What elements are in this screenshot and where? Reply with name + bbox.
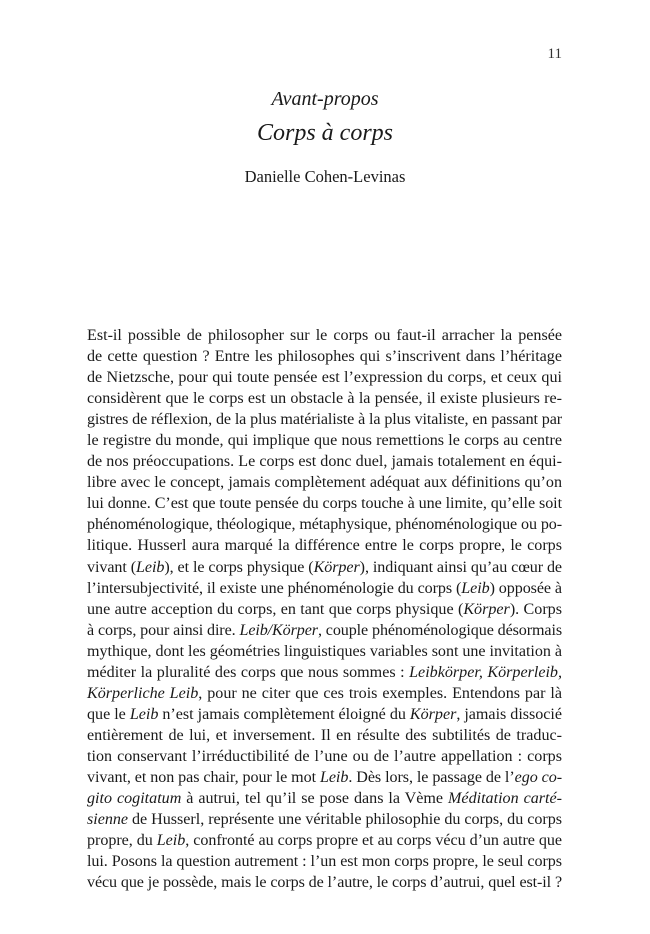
text-line [87,620,562,641]
text-line [87,662,562,683]
text-line [87,430,562,451]
text-segment: de Nietzsche, pour qui toute pensée est l’expression du corps, et ceux qui [87,369,562,387]
text-line [87,451,562,472]
text-segment: lui. Posons la question autrement : l’un est mon corps propre, le seul corps [87,853,562,871]
text-segment: propre, du [87,832,157,850]
text-segment: méditer la pluralité des corps que nous sommes : [87,663,410,681]
italic-term: Körper [463,600,510,618]
chapter-title: Corps à corps [256,120,394,146]
text-segment: mythique, dont les géométries linguistiques variables sont une invitation à [87,642,562,660]
text-line [87,704,562,725]
italic-term: Méditation carté- [448,790,562,808]
body-paragraph [87,325,562,893]
italic-term: Leib [461,579,490,597]
text-segment: de cette question ? Entre les philosophes qui s’inscrivent dans l’héritage [87,348,562,366]
text-segment: à autrui, tel qu’il se pose dans la Vème [181,790,449,808]
text-line [87,809,562,830]
text-line [87,367,562,388]
italic-term: sienne [87,811,128,829]
text-line [87,535,562,556]
text-segment: ), et le corps physique ( [164,558,314,576]
text-line [87,641,562,662]
text-segment: une autre acception du corps, en tant que corps physique ( [87,600,464,618]
text-line [87,788,562,809]
text-line [87,346,562,367]
text-segment: tion conservant l’irréductibilité de l’une ou de l’autre appellation : corps [87,747,562,765]
text-line [87,683,562,704]
text-segment: , jamais dissocié [456,705,563,723]
text-line [87,830,562,851]
text-line [87,493,562,514]
text-line [87,557,562,578]
text-segment: de nos préoccupations. Le corps est donc duel, jamais totalement en équi- [87,453,562,471]
text-segment: , couple phénoménologique désormais [317,621,563,639]
text-line [87,725,562,746]
author-name: Danielle Cohen-Levinas [244,167,406,186]
text-segment: vécu que je possède, mais le corps de l’autre, le corps d’autrui, quel est-il ? [87,874,562,892]
text-segment: le registre du monde, qui implique que nous remettions le corps au centre [87,432,562,450]
text-segment: Est-il possible de philosopher sur le corps ou faut-il arracher la pensée [87,327,562,344]
text-segment: phénoménologique, théologique, métaphysique, phénoménologique ou po- [87,516,562,534]
text-segment: ). Corps [509,600,562,618]
text-segment: , confronté au corps propre et au corps vécu d’un autre que [185,832,562,850]
text-segment: vivant ( [87,558,137,576]
text-segment: litique. Husserl aura marqué la différence entre le corps propre, le corps [87,537,562,555]
italic-term: Körper [409,705,457,723]
text-line [87,746,562,767]
page-number: 11 [547,46,562,62]
text-segment: . Dès lors, le passage de l’ [348,768,515,786]
text-line [87,872,562,893]
text-segment: considèrent que le corps est un obstacle à la pensée, il existe plusieurs re- [87,390,562,408]
text-segment: gistres de réflexion, de la plus matérialiste à la plus vitaliste, en passant par [87,411,562,429]
italic-term: Leib [156,832,186,850]
text-line [87,767,562,788]
text-segment: n’est jamais complètement éloigné du [158,705,410,723]
text-line [87,409,562,430]
italic-term: Leib/Körper [239,621,318,639]
text-segment: libre avec le concept, jamais complètement adéquat aux définitions qu’on [87,474,562,492]
italic-term: Körperliche Leib [87,684,199,702]
text-segment: ) opposée à [489,579,562,597]
text-line [87,578,562,599]
text-line [87,599,562,620]
section-label: Avant-propos [271,88,379,110]
italic-term: Leib [136,558,165,576]
text-segment: lui donne. C’est que toute pensée du corps touche à une limite, qu’elle soit [87,495,562,513]
italic-term: Leib [319,768,349,786]
text-segment: à corps, pour ainsi dire. [87,621,240,639]
text-line [87,514,562,535]
text-segment: de Husserl, représente une véritable philosophie du corps, du corps [128,811,562,829]
italic-term: ego co- [514,768,563,786]
text-segment: l’intersubjectivité, il existe une phénoménologie du corps ( [87,579,462,597]
text-segment: vivant, et non pas chair, pour le mot [87,768,320,786]
text-segment: , pour ne citer que ces trois exemples. Entendons par là [198,684,562,702]
text-segment: que le [87,705,130,723]
text-line [87,388,562,409]
text-segment: ), indiquant ainsi qu’au cœur de [359,558,563,576]
text-segment: entièrement de lui, et inversement. Il en résulte des subtilités de traduc- [87,726,562,744]
italic-term: Körper [313,558,360,576]
text-line [87,472,562,493]
text-line [87,325,562,346]
italic-term: gito cogitatum [87,790,182,808]
italic-term: Leib [129,705,159,723]
text-line [87,851,562,872]
italic-term: Leibkörper, Körperleib, [409,663,563,681]
